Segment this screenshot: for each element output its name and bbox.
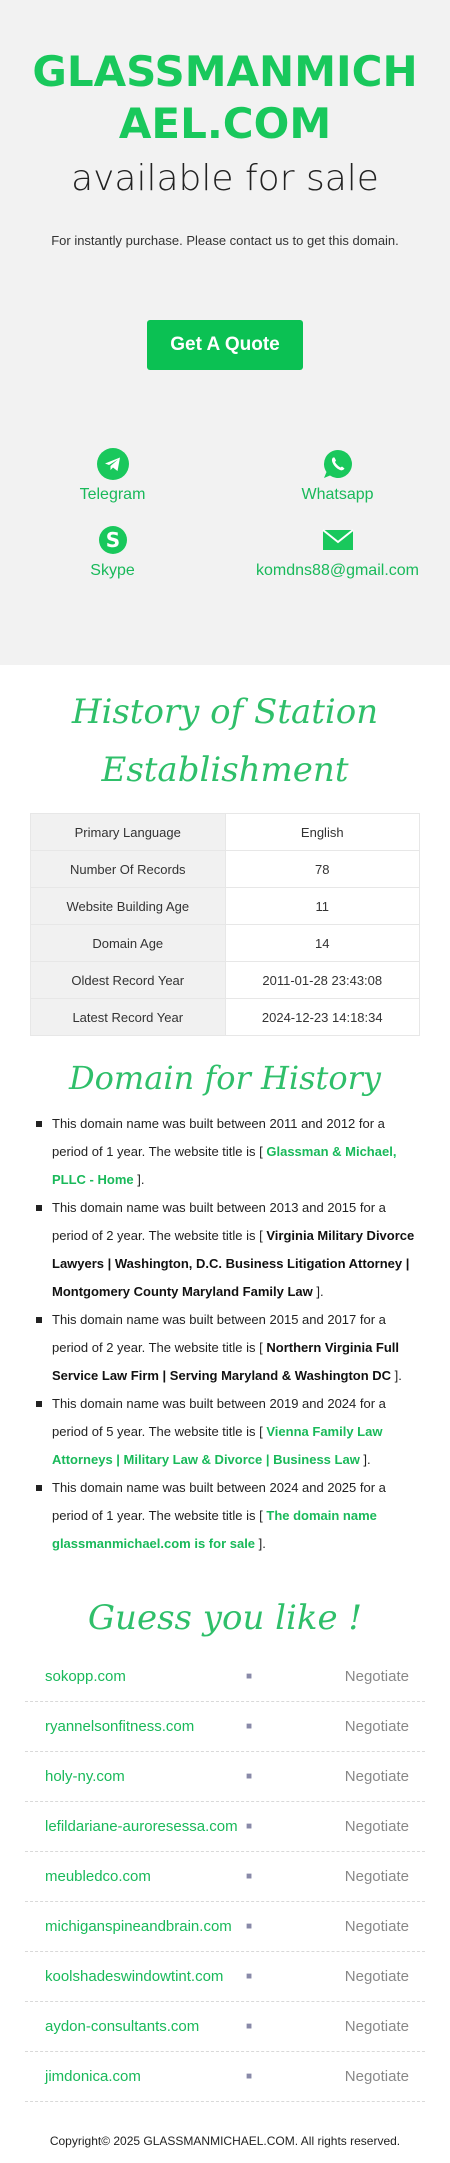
square-bullet-icon: ■ xyxy=(245,1721,253,1732)
guess-row xyxy=(25,2052,425,2102)
history-text: This domain name was built between 2013 and 2015 for a period of 2 year. The website title is [ xyxy=(52,1200,386,1243)
hero-description: For instantly purchase. Please contact us to get this domain. xyxy=(51,233,399,248)
website-title: Virginia Military Divorce Lawyers | Washington, D.C. Business Litigation Attorney | Montgomery County Maryland Family Law xyxy=(52,1228,415,1299)
guess-domain-link[interactable]: lefildariane-auroresessa.com xyxy=(45,1818,238,1835)
guess-price: Negotiate xyxy=(344,1768,409,1785)
history-text: ]. xyxy=(359,1452,371,1467)
guess-domain-link[interactable]: ryannelsonfitness.com xyxy=(45,1718,195,1735)
list-item xyxy=(52,1194,420,1306)
guess-row xyxy=(25,2002,425,2052)
guess-domain-link[interactable]: jimdonica.com xyxy=(45,2068,141,2085)
guess-price: Negotiate xyxy=(344,1818,409,1835)
history-text: This domain name was built between 2011 and 2012 for a period of 1 year. The website title is [ xyxy=(52,1116,385,1159)
guess-row xyxy=(25,1902,425,1952)
table-row xyxy=(31,888,420,925)
table-key: Website Building Age xyxy=(31,888,226,925)
guess-domain-link[interactable]: sokopp.com xyxy=(45,1668,126,1685)
contact-email[interactable] xyxy=(225,524,450,600)
square-bullet-icon: ■ xyxy=(245,1921,253,1932)
guess-domain-link[interactable]: aydon-consultants.com xyxy=(45,2018,200,2035)
square-bullet-icon: ■ xyxy=(245,2021,253,2032)
table-key: Oldest Record Year xyxy=(31,962,226,999)
square-bullet-icon: ■ xyxy=(245,1771,253,1782)
square-bullet-icon: ■ xyxy=(245,1821,253,1832)
table-row xyxy=(31,999,420,1036)
history-text: This domain name was built between 2019 and 2024 for a period of 5 year. The website title is [ xyxy=(52,1396,386,1439)
guess-price: Negotiate xyxy=(344,2068,409,2085)
guess-row xyxy=(25,1802,425,1852)
table-row xyxy=(31,962,420,999)
website-title[interactable]: Glassman & Michael, PLLC - Home xyxy=(52,1144,397,1187)
guess-row xyxy=(25,1852,425,1902)
table-value: 11 xyxy=(225,888,420,925)
history-text: This domain name was built between 2015 and 2017 for a period of 2 year. The website title is [ xyxy=(52,1312,386,1355)
table-value: English xyxy=(225,814,420,851)
guess-row xyxy=(25,1952,425,2002)
whatsapp-icon xyxy=(322,448,354,480)
guess-price: Negotiate xyxy=(344,1668,409,1685)
list-item xyxy=(52,1474,420,1558)
table-key: Primary Language xyxy=(31,814,226,851)
email-icon xyxy=(322,524,354,556)
square-bullet-icon: ■ xyxy=(245,2071,253,2082)
guess-title: Guess you like ! xyxy=(87,1598,363,1638)
list-item xyxy=(52,1390,420,1474)
guess-price: Negotiate xyxy=(344,1968,409,1985)
table-value: 78 xyxy=(225,851,420,888)
square-bullet-icon: ■ xyxy=(245,1671,253,1682)
contact-skype[interactable] xyxy=(0,524,225,600)
history-table xyxy=(30,813,420,1036)
guess-row xyxy=(25,1652,425,1702)
history-text: ]. xyxy=(255,1536,266,1551)
get-quote-button[interactable]: Get A Quote xyxy=(147,320,303,370)
square-bullet-icon: ■ xyxy=(245,1871,253,1882)
footer-copyright: Copyright© 2025 GLASSMANMICHAEL.COM. All rights reserved. xyxy=(49,2134,401,2148)
contact-label: komdns88@gmail.com xyxy=(256,562,419,579)
table-row xyxy=(31,814,420,851)
svg-text:S: S xyxy=(105,528,120,552)
contact-label: Skype xyxy=(90,562,135,579)
contact-label: Whatsapp xyxy=(301,486,374,503)
table-value: 2024-12-23 14:18:34 xyxy=(225,999,420,1036)
square-bullet-icon: ■ xyxy=(245,1971,253,1982)
list-item xyxy=(52,1110,420,1194)
guess-row xyxy=(25,1752,425,1802)
website-title[interactable]: The domain name glassmanmichael.com is for sale xyxy=(52,1508,377,1551)
skype-icon xyxy=(97,524,129,556)
list-item xyxy=(52,1306,420,1390)
history-text: ]. xyxy=(391,1368,402,1383)
guess-row xyxy=(25,1702,425,1752)
guess-price: Negotiate xyxy=(344,1718,409,1735)
history-title: History of Station Establishment xyxy=(71,692,379,790)
guess-price: Negotiate xyxy=(344,1868,409,1885)
domain-title: GLASSMANMICHAEL.COM xyxy=(32,47,418,148)
available-heading: available for sale xyxy=(71,158,379,199)
table-value: 2011-01-28 23:43:08 xyxy=(225,962,420,999)
domain-history-title: Domain for History xyxy=(69,1059,381,1097)
website-title[interactable]: Vienna Family Law Attorneys | Military Law & Divorce | Business Law xyxy=(52,1424,383,1467)
contact-telegram[interactable] xyxy=(0,448,225,524)
guess-list xyxy=(25,1652,425,2102)
contact-label: Telegram xyxy=(79,486,146,503)
history-text: ]. xyxy=(312,1284,324,1299)
table-value: 14 xyxy=(225,925,420,962)
guess-domain-link[interactable]: holy-ny.com xyxy=(45,1768,125,1785)
table-row xyxy=(31,925,420,962)
table-key: Number Of Records xyxy=(31,851,226,888)
hero-section xyxy=(0,0,450,665)
guess-price: Negotiate xyxy=(344,1918,409,1935)
website-title: Northern Virginia Full Service Law Firm | Serving Maryland & Washington DC xyxy=(52,1340,400,1383)
guess-domain-link[interactable]: michiganspineandbrain.com xyxy=(45,1918,232,1935)
contact-list xyxy=(0,448,450,600)
guess-domain-link[interactable]: koolshadeswindowtint.com xyxy=(45,1968,224,1985)
table-key: Latest Record Year xyxy=(31,999,226,1036)
history-text: This domain name was built between 2024 and 2025 for a period of 1 year. The website title is [ xyxy=(52,1480,386,1523)
telegram-icon xyxy=(97,448,129,480)
guess-price: Negotiate xyxy=(344,2018,409,2035)
table-row xyxy=(31,851,420,888)
table-key: Domain Age xyxy=(31,925,226,962)
domain-history-list xyxy=(0,1102,450,1558)
contact-whatsapp[interactable] xyxy=(225,448,450,524)
guess-domain-link[interactable]: meubledco.com xyxy=(45,1868,151,1885)
history-text: ]. xyxy=(133,1172,145,1187)
